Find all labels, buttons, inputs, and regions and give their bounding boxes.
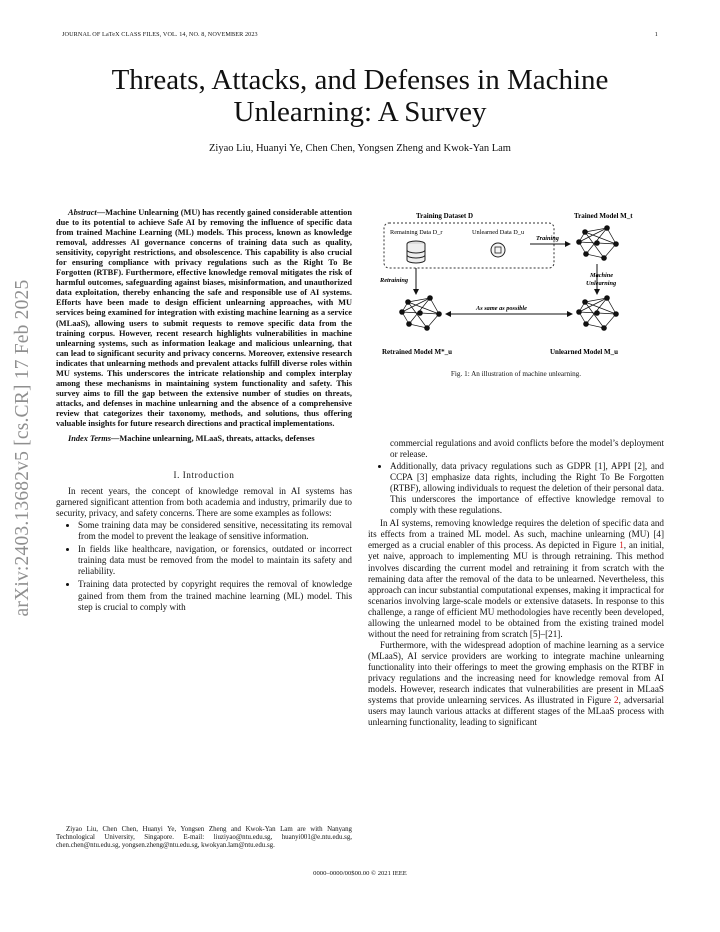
retrained-model-label: Retrained Model M*_u	[382, 348, 452, 356]
intro-paragraph-2: In AI systems, removing knowledge requires the deletion of specific data and its effects from a trained ML model. As such, machine unlearning (MU) [4] emerged as a crucial enabler of this process. As depicted in Figure 1, an initial, yet naive, approach to implementing MU is through retraining. This method involves discarding the current model and retraining it from scratch with the remaining data after the removal of the data to be unlearned. Nevertheless, this approach can incur substantial computational expenses, making it impractical for scenarios involving large-scale models or extensive datasets. In response to this challenge, a range of efficient MU methodologies have recently been developed, allowing the unlearned model to be obtained from the existing trained model without the need for retraining from scratch [5]–[21].	[368, 518, 664, 639]
training-arrow-label: Training	[536, 235, 559, 242]
author-list: Ziyao Liu, Huanyi Ye, Chen Chen, Yongsen Zheng and Kwok-Yan Lam	[209, 143, 511, 154]
unlearning-label-2: Unlearning	[586, 280, 617, 287]
abstract-text: —Machine Unlearning (MU) has recently gained considerable attention due to its potential to achieve Safe AI by removing the influence of specific data from trained Machine Learning (ML) models. This process, known as knowledge removal, addresses AI governance concerns of training data such as quality, sensitivity, copyright restrictions, and obsolescence. This capability is also crucial for ensuring compliance with privacy regulations such as the Right To Be Forgotten (RTBF). Furthermore, effective knowledge removal mitigates the risk of harmful outcomes, safeguarding against biases, misinformation, and unauthorized data exploitation, thereby enhancing the safe and responsible use of AI systems. Efforts have been made to design efficient unlearning approaches, with MU services being examined for integration with existing machine learning as a service (MLaaS), allowing users to submit requests to remove specific data from the training corpus. However, recent research highlights vulnerabilities in machine unlearning systems, such as information leakage and malicious unlearning, that can lead to significant security and privacy concerns. Moreover, extensive research indicates that unlearning methods and prevalent attacks fulfill diverse roles within MU systems. This underscores the intricate relationship and complex interplay among these mechanisms in maintaining system functionality and safety. This survey aims to fill the gap between the extensive number of studies on threats, attacks, and defenses in machine unlearning and the absence of a comprehensive review that categorizes their taxonomy, methods, and solutions, thus offering valuable insights for future research directions and practical implementations.	[56, 208, 352, 428]
figure-caption: Fig. 1: An illustration of machine unlearning.	[450, 370, 582, 378]
database-icon	[407, 241, 425, 263]
unlearning-label-1: Machine	[590, 272, 614, 279]
running-header	[62, 31, 658, 38]
right-column	[368, 438, 664, 728]
title-line-2: Unlearning: A Survey	[233, 96, 487, 128]
bullet-continuation: commercial regulations and avoid conflicts before the model’s deployment or release.	[390, 438, 664, 460]
bullet-list-right	[368, 461, 664, 516]
intro-paragraph-3: Furthermore, with the widespread adoption of machine learning as a service (MLaaS), AI service providers are working to integrate machine unlearning functionality into their offerings to meet the growing emphasis on the RTBF in privacy regulations and the increasing need for knowledge removal from AI models. However, research indicates that vulnerabilities are present in MLaaS systems that provide unlearning services. As illustrated in Figure 2, adversarial users may launch various attacks at different stages of the MLaaS process with unlearning functionality, leading to significant	[368, 639, 664, 728]
unlearned-model-label: Unlearned Model M_u	[550, 348, 619, 356]
unlearning-diagram	[378, 206, 662, 364]
figure-1	[378, 206, 662, 369]
left-column	[56, 208, 352, 615]
index-terms	[56, 434, 352, 444]
unlearned-data-label: Unlearned Data D_u	[472, 229, 525, 236]
arxiv-stamp: arXiv:2403.13682v5 [cs.CR] 17 Feb 2025	[12, 279, 33, 617]
abstract	[56, 208, 352, 429]
same-arrow-label: As same as possible	[476, 305, 527, 312]
data-sample-icon	[491, 243, 505, 257]
list-item: • Some training data may be considered sensitive, necessitating its removal from the model to prevent the leakage of sensitive information.	[78, 520, 352, 542]
footnote-text: Ziyao Liu, Chen Chen, Huanyi Ye, Yongsen Zheng and Kwok-Yan Lam are with Nanyang Technological University, Singapore. E-mail: liuziyao@ntu.edu.sg, huanyi001@e.ntu.edu.sg, chen.chen@ntu.edu.sg, yongsen.zheng@ntu.edu.sg, kwokyan.lam@ntu.edu.sg.	[56, 826, 352, 850]
figure-2-link[interactable]: 2	[614, 695, 619, 706]
journal-header: JOURNAL OF LaTeX CLASS FILES, VOL. 14, NO. 8, NOVEMBER 2023	[62, 31, 258, 38]
abstract-label: Abstract	[68, 208, 97, 217]
remaining-data-label: Remaining Data D_r	[390, 229, 443, 236]
author-footnote	[56, 826, 352, 851]
list-item: • Training data protected by copyright requires the removal of knowledge gained from them from the trained machine learning (ML) model. This step is crucial to comply with	[78, 579, 352, 612]
intro-paragraph-1: In recent years, the concept of knowledge removal in AI systems has garnered significant attention from both academia and industry, primarily due to security, privacy, and safety concerns. There are some examples as follows:	[56, 486, 352, 519]
training-dataset-label: Training Dataset D	[416, 212, 474, 220]
network-icon-retrained	[400, 296, 442, 331]
page-number: 1	[654, 31, 658, 38]
index-terms-label: Index Terms	[68, 434, 112, 444]
network-icon-unlearned	[577, 296, 619, 331]
index-terms-text: —Machine unlearning, MLaaS, threats, attacks, defenses	[111, 434, 315, 444]
copyright-line: 0000–0000/00$00.00 © 2021 IEEE	[313, 870, 407, 877]
section-heading: I. Introduction	[173, 470, 235, 481]
bullet-list-left	[56, 520, 352, 612]
list-item: • In fields like healthcare, navigation, or forensics, outdated or incorrect training data must be removed from the model to maintain its safety and reliability.	[78, 544, 352, 577]
retraining-arrow-label: Retraining	[380, 277, 408, 284]
network-icon-trained	[577, 226, 619, 261]
figure-1-link[interactable]: 1	[619, 540, 624, 551]
list-item: • Additionally, data privacy regulations such as GDPR [1], APPI [2], and CCPA [3] emphasize data rights, including the Right To Be Forgotten (RTBF), allowing individuals to request the deletion of their personal data. This underscores the importance of effective knowledge removal to comply with these regulations.	[390, 461, 664, 516]
title-line-1: Threats, Attacks, and Defenses in Machine	[111, 64, 609, 96]
paper-title	[60, 64, 660, 128]
trained-model-label: Trained Model M_t	[574, 212, 633, 220]
